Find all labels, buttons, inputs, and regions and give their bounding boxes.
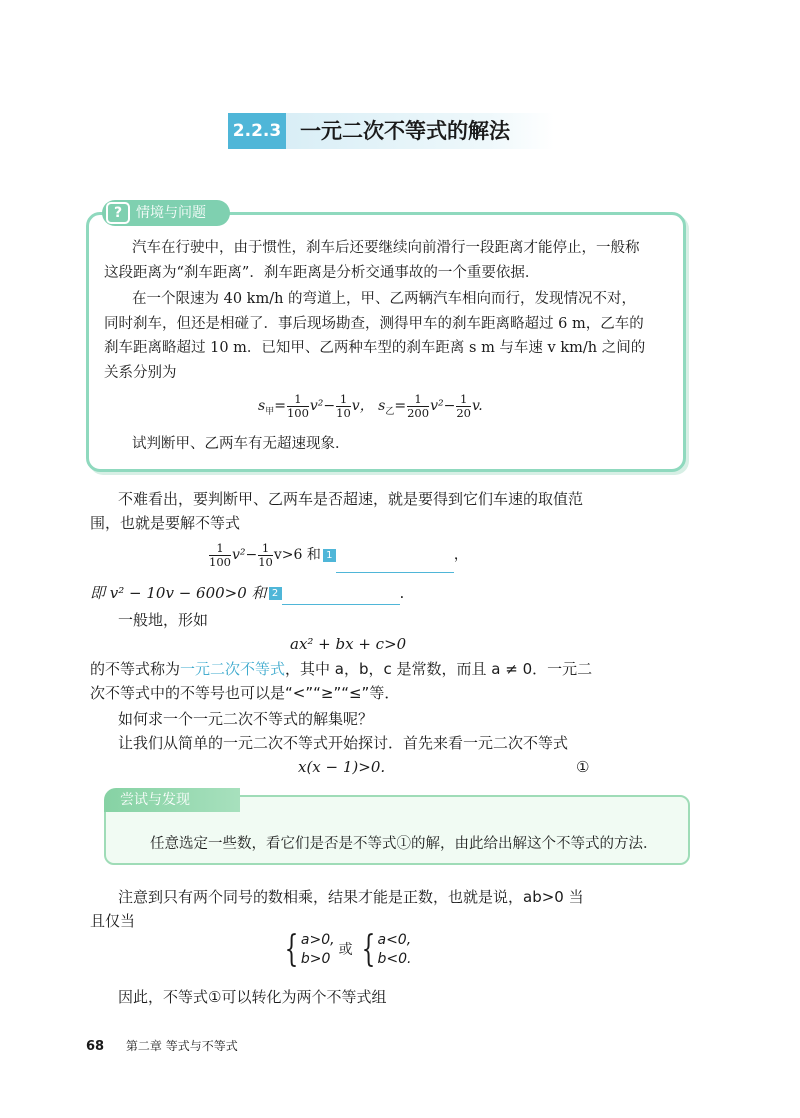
system-of-inequalities: { a>0, b>0 或 { a<0, b<0. <box>284 929 412 970</box>
body-line: 如何求一个一元二次不等式的解集呢？ <box>118 710 374 728</box>
situation-text-line: 同时刹车，但还是相碰了．事后现场勘查，测得甲车的刹车距离略超过 6 m，乙车的 <box>104 315 644 332</box>
body-line: 注意到只有两个同号的数相乘，结果才能是正数，也就是说，ab>0 当 <box>118 888 584 906</box>
try-tag <box>104 788 240 812</box>
general-form: ax² + bx + c>0 <box>290 635 407 653</box>
section-number: 2.2.3 <box>228 113 286 149</box>
situation-text-line: 刹车距离略超过 10 m．已知甲、乙两种车型的刹车距离 s m 与车速 v km/h 之间的 <box>104 340 646 356</box>
inequality-3: x(x − 1)>0. <box>298 758 386 776</box>
situation-tag-label: 情境与问题 <box>136 205 206 221</box>
after-text <box>90 885 650 1025</box>
inequality-1: $\frac{1}{100}$ v²− $\frac{1}{10}$ v>6 和 1 ， <box>208 537 468 573</box>
try-tag-label: 尝试与发现 <box>120 792 190 808</box>
section-title <box>228 113 554 149</box>
main-text <box>90 487 650 787</box>
blank-2-marker: 2 <box>269 587 282 600</box>
definition-line: 次不等式中的不等号也可以是“<”“≥”“≤”等． <box>90 684 400 702</box>
page-footer <box>86 1037 238 1054</box>
inequality-2: 即 v² − 10v − 600>0 和 2 . <box>90 581 404 605</box>
body-line: 且仅当 <box>90 912 136 930</box>
body-line: 让我们从简单的一元二次不等式开始探讨．首先来看一元二次不等式 <box>118 734 569 752</box>
inequality-label: ① <box>576 758 590 776</box>
situation-content <box>104 236 674 456</box>
situation-text-line: 在一个限速为 40 km/h 的弯道上，甲、乙两辆汽车相向而行，发现情况不对， <box>132 291 637 307</box>
body-line: 围，也就是要解不等式 <box>90 514 241 532</box>
section-title-text: 一元二次不等式的解法 <box>286 113 554 149</box>
body-line: 因此，不等式①可以转化为两个不等式组 <box>118 988 387 1006</box>
blank-1-marker: 1 <box>323 549 336 562</box>
body-line: 一般地，形如 <box>118 611 209 629</box>
page-number: 68 <box>86 1039 105 1054</box>
situation-text-line: 这段距离为“刹车距离”．刹车距离是分析交通事故的一个重要依据． <box>104 264 540 281</box>
chapter-title: 第二章 等式与不等式 <box>125 1039 238 1053</box>
definition-line: 的不等式称为一元二次不等式，其中 a，b，c 是常数，而且 a ≠ 0．一元二 <box>90 660 593 678</box>
question-icon: ? <box>106 202 130 224</box>
situation-text-line: 关系分别为 <box>104 364 177 381</box>
try-text: 任意选定一些数，看它们是否是不等式①的解，由此给出解这个不等式的方法． <box>150 836 658 852</box>
blank-2-line <box>282 590 400 605</box>
brake-distance-formula: $s_甲=$ $\frac{1}{100}$ v²− $\frac{1}{10}$ v， $s_乙=$ $\frac{1}{200}$ v²− $\frac{1}{20}$ v. <box>258 391 483 420</box>
situation-text-line: 汽车在行驶中，由于惯性，刹车后还要继续向前滑行一段距离才能停止，一般称 <box>132 240 640 256</box>
blank-1-line <box>336 558 454 573</box>
body-line: 不难看出，要判断甲、乙两车是否超速，就是要得到它们车速的取值范 <box>118 490 584 508</box>
situation-tag <box>102 200 230 226</box>
term-quadratic-inequality: 一元二次不等式 <box>180 660 286 678</box>
situation-question: 试判断甲、乙两车有无超速现象． <box>132 436 350 452</box>
